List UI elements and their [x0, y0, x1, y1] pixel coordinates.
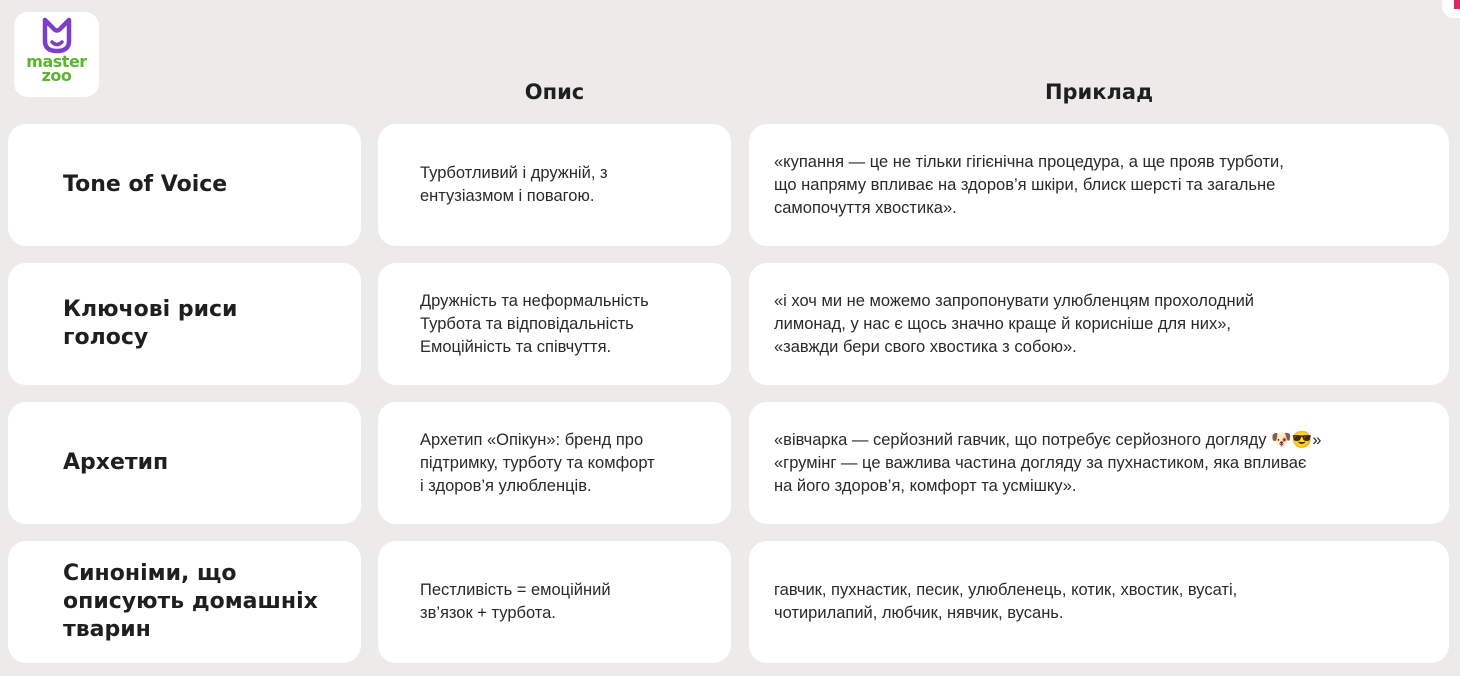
row-label-card	[8, 124, 361, 246]
row-example: «і хоч ми не можемо запропонувати улюбленцям прохолодний лимонад, у нас є щось значно краще й корисніше для них», «завжди бери свого хвостика з собою».	[774, 291, 1255, 356]
row-label-card	[8, 541, 361, 663]
row-example: «купання — це не тільки гігієнічна процедура, а ще прояв турботи, що напряму впливає на здоров’я шкіри, блиск шерсті та загальне самопочуття хвостика».	[774, 152, 1284, 217]
row-description: Архетип «Опікун»: бренд про підтримку, турботу та комфорт і здоров’я улюбленців.	[420, 430, 655, 495]
row-example-card	[749, 124, 1449, 246]
row-label-card	[8, 263, 361, 385]
column-header-example: Приклад	[1044, 80, 1154, 104]
row-description-card	[378, 541, 731, 663]
row-example: «вівчарка — серйозний гавчик, що потребує серйозного догляду 🐶😎» «грумінг — це важлива частина догляду за пухнастиком, яка впливає на його здоров’я, комфорт та усмішку».	[774, 430, 1322, 495]
cat-face-icon	[37, 14, 77, 54]
row-description: Дружність та неформальність Турбота та відповідальність Емоційність та співчуття.	[420, 291, 649, 356]
row-description: Пестливість = емоційний зв’язок + турбота.	[420, 581, 611, 622]
corner-badge	[1442, 0, 1460, 18]
row-example: гавчик, пухнастик, песик, улюбленець, котик, хвостик, вусаті, чотирилапий, любчик, нявчик, вусань.	[774, 581, 1238, 622]
brand-name-line2: zoo	[41, 66, 72, 85]
row-label: Синоніми, що описують домашніх тварин	[63, 561, 318, 642]
row-label: Архетип	[63, 450, 169, 475]
row-description: Турботливий і дружній, з ентузіазмом і повагою.	[420, 164, 608, 205]
row-example-card	[749, 263, 1449, 385]
column-header-description: Опис	[524, 80, 585, 104]
row-label: Tone of Voice	[63, 172, 228, 197]
row-description-card	[378, 263, 731, 385]
row-label-card	[8, 402, 361, 524]
row-description-card	[378, 124, 731, 246]
row-example-card	[749, 541, 1449, 663]
row-label: Ключові риси голосу	[63, 297, 238, 350]
row-example-card	[749, 402, 1449, 524]
row-description-card	[378, 402, 731, 524]
brand-logo	[14, 12, 99, 97]
brand-name-line1: master	[26, 52, 87, 71]
